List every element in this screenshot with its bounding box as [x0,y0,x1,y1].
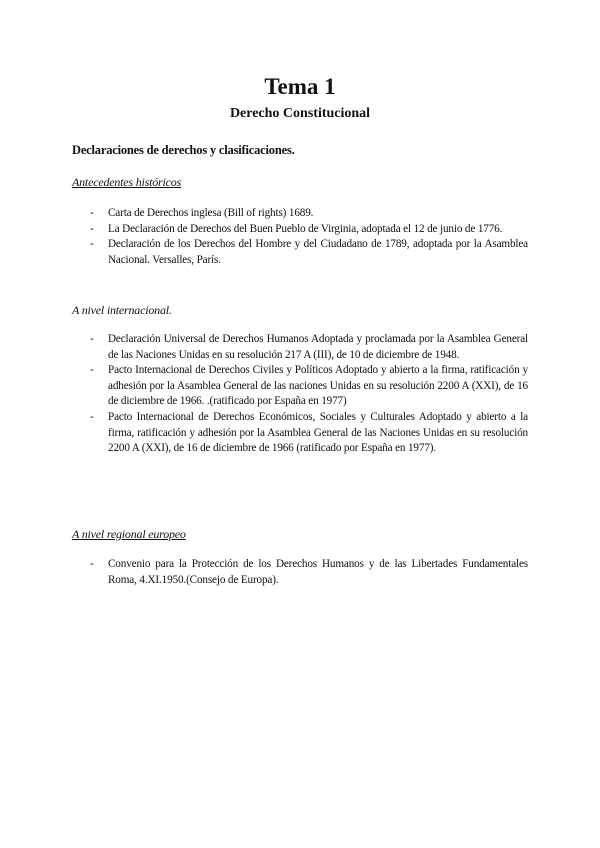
list-item-text: Convenio para la Protección de los Derechos Humanos y de las Libertades Fundamentales Roma, 4.XI.1950.(Consejo de Europa). [108,558,528,586]
subheading-internacional: A nivel internacional. [72,303,172,317]
list-item [90,237,528,268]
bullet-dash: - [90,333,94,345]
list-item-text: Pacto Internacional de Derechos Civiles y Políticos Adoptado y abierto a la firma, ratificación y adhesión por la Asamblea General de las naciones Unidas en su resolución 2200 A (XXI), de 16 de diciembre de 1966. .(ratificado por España en 1977) [108,364,528,408]
bullet-dash: - [90,238,94,251]
bullet-dash: - [90,558,94,570]
subheading-antecedentes: Antecedentes históricos [72,175,182,189]
list-item [90,222,528,238]
bullet-dash: - [90,410,94,423]
bullet-dash: - [90,207,94,219]
list-item [90,206,528,222]
list-item-text: Declaración de los Derechos del Hombre y del Ciudadano de 1789, adoptada por la Asamblea Nacional. Versalles, París. [108,238,528,266]
list-item [90,363,528,410]
page-title: Tema 1 [264,74,336,99]
list-item [90,332,528,363]
list-item [90,410,528,457]
subheading-regional-europeo: A nivel regional europeo [72,527,186,541]
page-subtitle: Derecho Constitucional [229,106,371,121]
bullet-dash: - [90,222,94,235]
list-item-text: La Declaración de Derechos del Buen Pueblo de Virginia, adoptada el 12 de junio de 1776. [108,222,503,235]
list-item [90,557,528,588]
list-regional-europeo [90,557,528,588]
list-item-text: Pacto Internacional de Derechos Económicos, Sociales y Culturales Adoptado y abierto a la firma, ratificación y adhesión por la Asamblea General de las Naciones Unidas en su resolución 2200 A (XXI), de 16 de diciembre de 1966 (ratificado por España en 1977). [108,410,528,455]
list-internacional [90,332,528,457]
section-heading: Declaraciones de derechos y clasificaciones. [72,143,295,157]
list-antecedentes [90,206,528,268]
list-item-text: Carta de Derechos inglesa (Bill of rights) 1689. [108,207,314,219]
list-item-text: Declaración Universal de Derechos Humanos Adoptada y proclamada por la Asamblea General de las Naciones Unidas en su resolución 217 A (III), de 10 de diciembre de 1948. [108,333,528,361]
bullet-dash: - [90,364,94,377]
